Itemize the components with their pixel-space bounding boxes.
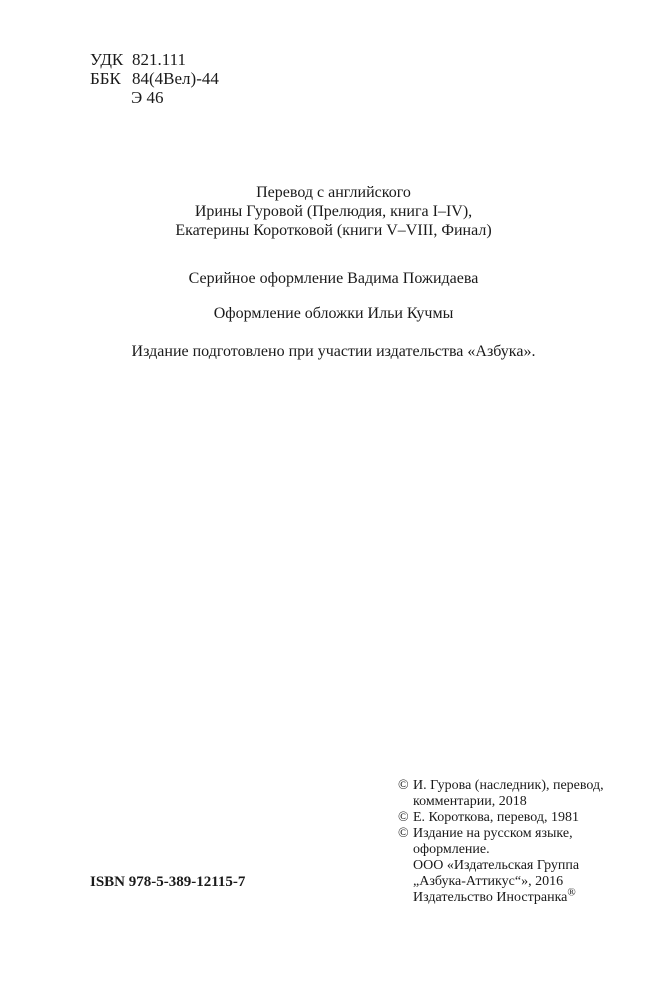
udk-value: 821.111 [132, 50, 186, 69]
edition-note: Издание подготовлено при участии издательства «Азбука». [131, 343, 536, 360]
translator-gurova: Ирины Гуровой (Прелюдия, книга I–IV), [194, 203, 473, 220]
translator-korotkova: Екатерины Коротковой (книги V–VIII, Финал) [175, 222, 492, 239]
copyright-line: комментарии, 2018 [413, 794, 527, 809]
udk-label: УДК [90, 50, 124, 69]
publisher-line: ООО «Издательская Группа [413, 858, 580, 873]
copyright-entry [398, 778, 604, 810]
copyright-entry [398, 810, 604, 826]
series-design-credit: Серийное оформление Вадима Пожидаева [188, 270, 479, 287]
bbk-label: ББК [90, 69, 121, 88]
registered-mark: ® [567, 886, 576, 899]
translators-credit [0, 183, 667, 240]
copyright-block [398, 778, 604, 906]
isbn: ISBN 978-5-389-12115-7 [90, 874, 246, 890]
cover-design-credit: Оформление обложки Ильи Кучмы [213, 305, 454, 322]
publisher-name: Издательство Иностранка [413, 890, 568, 905]
copyright-sign: © [398, 810, 409, 825]
publisher-line: „Азбука-Аттикус“», 2016 [413, 874, 564, 889]
bbk-row [90, 69, 219, 88]
copyright-line: оформление. [413, 842, 490, 857]
copyright-sign: © [398, 778, 409, 793]
classification-block [90, 50, 219, 107]
copyright-entry [398, 826, 604, 906]
copyright-line: Е. Короткова, перевод, 1981 [413, 810, 580, 825]
copyright-line: Издание на русском языке, [413, 826, 573, 841]
bbk-value: 84(4Вел)-44 [132, 69, 219, 88]
translation-note: Перевод с английского [256, 184, 411, 201]
copyright-sign: © [398, 826, 409, 841]
copyright-line: И. Гурова (наследник), перевод, [413, 778, 604, 793]
udk-row [90, 50, 219, 69]
author-mark: Э 46 [131, 88, 164, 107]
publisher-line-last [413, 886, 579, 906]
